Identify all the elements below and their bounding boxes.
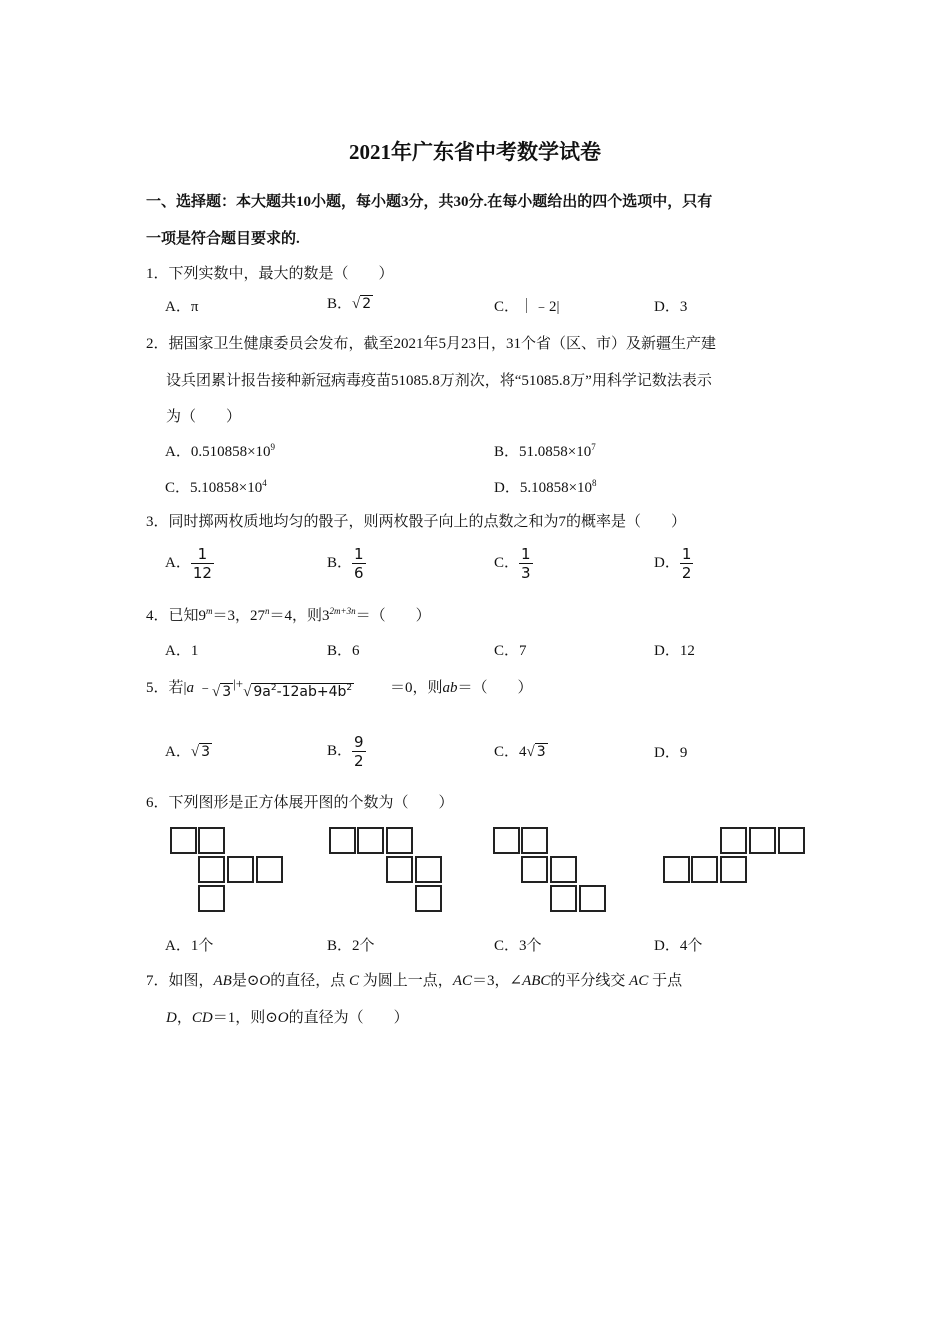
net-square (415, 856, 442, 883)
q5-option-b (327, 733, 366, 770)
q5-minus: ﹣ (194, 680, 213, 696)
denominator: 3 (521, 564, 531, 582)
q5-pre: 5．若| (146, 680, 187, 696)
q5-radicand-2a: 9a (253, 684, 271, 700)
net-square (663, 856, 690, 883)
q6-option-a: A．1个 (165, 938, 214, 954)
q5-stem-end (390, 676, 533, 697)
sqrt-symbol: √ (212, 684, 221, 701)
q7-text: 7．如图， (146, 973, 214, 989)
q2-option-c-text: C．5.10858×10 (165, 480, 263, 496)
numerator: 1 (354, 545, 364, 563)
q1-option-b (327, 292, 373, 313)
q4-post: ＝（ ） (355, 608, 431, 624)
q4-exp-sum: 2m+3n (329, 606, 356, 616)
net-square (720, 827, 747, 854)
net-square (521, 856, 548, 883)
q7-text: 的平分线交 (550, 973, 626, 989)
q1-option-b-radicand: 2 (362, 296, 372, 312)
q5-radicand-2 (251, 683, 354, 700)
q7-var: D (166, 1010, 177, 1026)
q7-var: AC (629, 973, 649, 989)
q4-stem (146, 604, 431, 625)
net-square (720, 856, 747, 883)
q2-option-a-exp: 9 (270, 442, 276, 452)
q5-option-c-radicand: 3 (536, 744, 546, 760)
q2-option-a-text: A．0.510858×10 (165, 444, 271, 460)
q7-var: O (259, 973, 271, 989)
net-square (749, 827, 776, 854)
net-square (521, 827, 548, 854)
q5-option-b-label: B． (327, 742, 353, 759)
q5-stem (146, 676, 213, 697)
q2-option-b-exp: 7 (591, 442, 596, 452)
q4-option-c: C．7 (494, 643, 527, 659)
net-square (386, 827, 413, 854)
q7-text: 是⊙ (231, 973, 260, 989)
q6-option-c: C．3个 (494, 938, 542, 954)
q7-var: ABC (522, 973, 551, 989)
q3-option-a (165, 545, 214, 582)
q3-option-d (654, 545, 693, 582)
net-square (256, 856, 283, 883)
q5-option-d: D．9 (654, 745, 688, 761)
q5-var-ab: ab (442, 680, 458, 696)
q2-option-d (494, 476, 597, 497)
net-square (691, 856, 718, 883)
q6-stem: 6．下列图形是正方体展开图的个数为（ ） (146, 795, 454, 811)
q5-option-a-label: A． (165, 744, 191, 760)
q3-option-b (327, 545, 366, 582)
q1-stem: 1．下列实数中，最大的数是（ ） (146, 266, 394, 282)
q5-abs-close: |+ (233, 676, 244, 691)
denominator: 2 (681, 564, 692, 582)
net-square (357, 827, 384, 854)
q7-var: CD (191, 1010, 213, 1026)
q7-text: 的直径为（ ） (288, 1010, 409, 1026)
q5-option-c (494, 740, 548, 761)
net-square (329, 827, 356, 854)
q2-option-d-exp: 8 (592, 478, 597, 488)
net-square (778, 827, 805, 854)
q5-post: ＝（ ） (457, 680, 533, 696)
q5-option-c-label: C．4 (494, 744, 527, 760)
q4-mid2: ＝4，则3 (269, 608, 330, 624)
denominator: 12 (192, 564, 212, 582)
net-square (550, 885, 577, 912)
q7-text: 于点 (652, 973, 683, 989)
net-square (198, 885, 225, 912)
q3-option-d-fraction (680, 545, 694, 582)
q4-option-d: D．12 (654, 643, 695, 659)
numerator: 1 (521, 545, 531, 563)
numerator: 1 (191, 545, 214, 564)
q3-option-c (494, 545, 533, 582)
sqrt-symbol: √ (243, 684, 252, 701)
q5-option-a-radicand: 3 (201, 744, 210, 760)
q7-text: ， (176, 1010, 192, 1026)
q1-option-c: C．｜﹣2| (494, 299, 560, 315)
q7-var: C (349, 973, 360, 989)
q3-option-a-fraction (191, 545, 214, 582)
q1-option-d: D．3 (654, 299, 688, 315)
q3-option-b-fraction (352, 545, 366, 582)
net-square (198, 856, 225, 883)
page-title: 2021年广东省中考数学试卷 (349, 140, 601, 164)
q7-var: O (277, 1010, 289, 1026)
q7-text: 的直径，点 (270, 973, 346, 989)
q5-radicand-2b: -12ab+4b (276, 684, 347, 700)
sqrt-symbol: √ (526, 744, 535, 761)
q2-stem-line3: 为（ ） (166, 409, 242, 425)
q5-option-b-fraction (352, 733, 366, 770)
q7-stem-line1 (146, 969, 682, 990)
q3-option-a-label: A． (165, 554, 191, 571)
sqrt-symbol: √ (190, 744, 200, 761)
q2-option-d-text: D．5.10858×10 (494, 480, 593, 496)
q7-text: 为圆上一点， (362, 973, 453, 989)
q5-option-a (165, 740, 212, 761)
q2-stem-line2: 设兵团累计报告接种新冠病毒疫苗51085.8万剂次，将“51085.8万”用科学记数法表示 (166, 373, 712, 389)
net-square (170, 827, 197, 854)
q6-option-d: D．4个 (654, 938, 703, 954)
net-square (415, 885, 442, 912)
net-square (579, 885, 606, 912)
denominator: 2 (354, 752, 364, 770)
q5-eq: ＝0，则 (390, 680, 443, 696)
q4-option-a: A．1 (165, 643, 199, 659)
q3-option-d-label: D． (654, 554, 680, 571)
q2-option-b-text: B．51.0858×10 (494, 444, 592, 460)
q5-var-a: a (186, 680, 195, 696)
q1-option-b-label: B． (327, 296, 353, 312)
q5-radical-group (212, 676, 354, 701)
q3-option-b-label: B． (327, 554, 353, 571)
q5-square-2: 2 (346, 683, 353, 693)
q7-text: ＝3，∠ (471, 973, 523, 989)
q5-radicand-1: 3 (222, 684, 232, 700)
q7-stem-line2 (166, 1006, 409, 1027)
q2-option-a (165, 440, 275, 461)
q5-square-1: 2 (270, 683, 277, 693)
q4-exp-m: m (206, 606, 213, 616)
q7-var: AC (452, 973, 472, 989)
q7-text: ＝1，则⊙ (212, 1010, 278, 1026)
q6-option-b: B．2个 (327, 938, 375, 954)
section-heading-line2: 一项是符合题目要求的. (146, 231, 300, 247)
q3-option-c-fraction (519, 545, 533, 582)
q2-option-c (165, 476, 267, 497)
net-square (550, 856, 577, 883)
net-square (198, 827, 225, 854)
numerator: 1 (681, 545, 692, 563)
q4-exp-n: n (265, 606, 270, 616)
q3-stem: 3．同时掷两枚质地均匀的骰子，则两枚骰子向上的点数之和为7的概率是（ ） (146, 514, 687, 530)
numerator: 9 (354, 733, 364, 751)
q7-var: AB (213, 973, 232, 989)
q4-option-b: B．6 (327, 643, 360, 659)
q2-stem-line1: 2．据国家卫生健康委员会发布，截至2021年5月23日，31个省（区、市）及新疆生产建 (146, 336, 717, 352)
q2-option-c-exp: 4 (262, 478, 267, 488)
net-square (227, 856, 254, 883)
q4-pre: 4．已知9 (146, 608, 207, 624)
denominator: 6 (354, 564, 364, 582)
q3-option-c-label: C． (494, 554, 520, 571)
q1-option-a: A．π (165, 299, 199, 315)
net-square (386, 856, 413, 883)
q2-option-b (494, 440, 596, 461)
section-heading-line1: 一、选择题：本大题共10小题，每小题3分，共30分.在每小题给出的四个选项中，只有 (146, 194, 713, 210)
q4-mid1: ＝3，27 (212, 608, 266, 624)
sqrt-symbol: √ (352, 296, 361, 313)
net-square (493, 827, 520, 854)
